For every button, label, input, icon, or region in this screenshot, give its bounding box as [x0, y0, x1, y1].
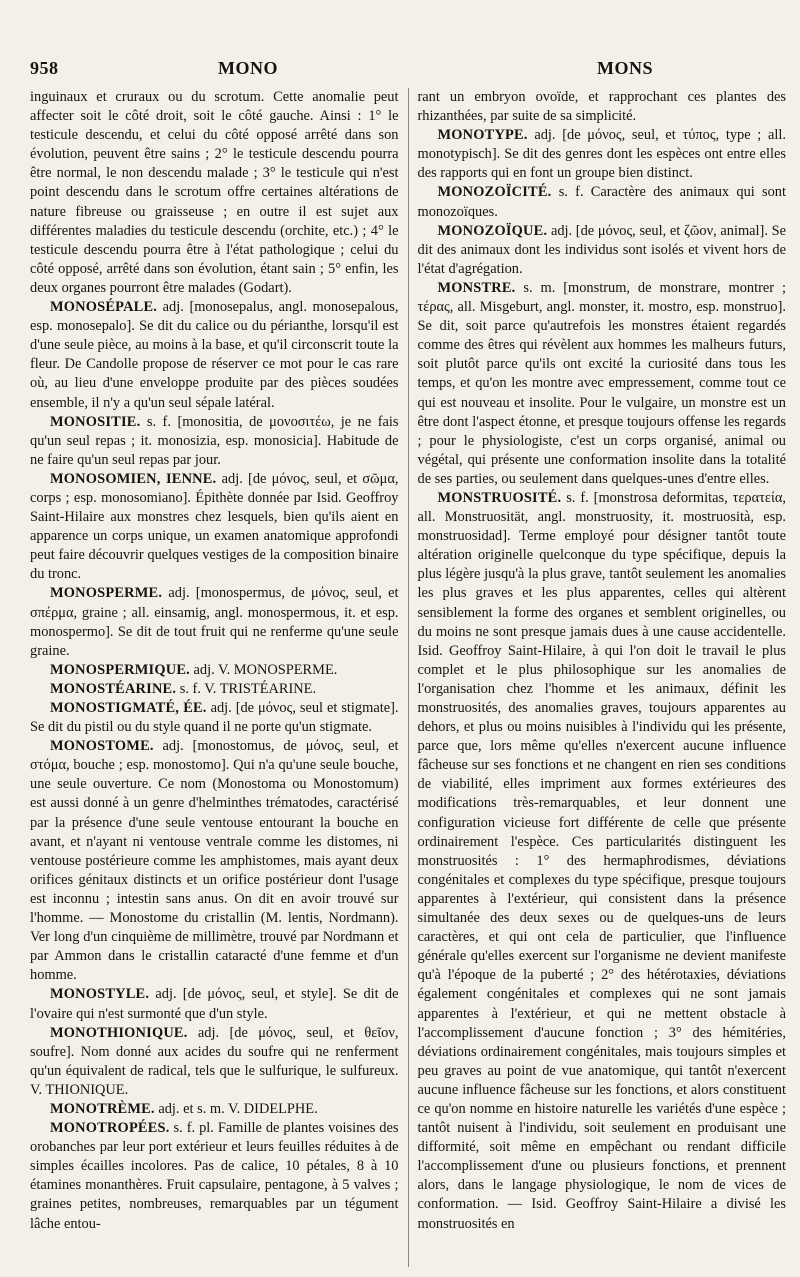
entry-headword: MONOSPERME. [50, 585, 163, 602]
dictionary-entry [30, 1119, 399, 1234]
entry-definition: s. f. Caractère des animaux qui sont monozoïques. [417, 184, 786, 220]
entry-headword: MONOSPERMIQUE. [50, 661, 190, 678]
right-column [408, 88, 787, 1267]
entry-definition: adj. [de μόνος, seul, et ζῶον, animal]. Se dit des animaux dont les individus sont isolés et vivent hors de l'état d'agrégation. [417, 222, 786, 277]
dictionary-entry [30, 584, 399, 660]
entry-headword: MONOSTOME. [50, 738, 154, 755]
dictionary-entry [30, 680, 399, 699]
entry-headword: MONOSOMIEN, IENNE. [50, 470, 217, 487]
entry-headword: MONOTRÈME. [50, 1100, 155, 1117]
entry-headword: MONOZOÏCITÉ. [437, 184, 552, 201]
entry-definition: s. f. pl. Famille de plantes voisines des orobanches par leur port extérieur et leurs feuilles réduites à de simples écailles incolores. Pas de calice, 10 pétales, 8 à 10 étamines monanthères. Fruit capsulaire, pentagone, à 5 valves ; graines petites, nombreuses, remarquables par un tégument lâche entou- [30, 1120, 399, 1232]
dictionary-entry [30, 413, 399, 470]
entry-definition: rant un embryon ovoïde, et rapprochant ces plantes des rhizanthées, par suite de sa simplicité. [417, 89, 786, 125]
entry-headword: MONSTRUOSITÉ. [437, 489, 562, 506]
entry-definition: adj. [monostomus, de μόνος, seul, et στόμα, bouche ; esp. monostomo]. Qui n'a qu'une seule bouche, une seule ouverture. Ce nom (Monostoma ou Monostomum) est aussi donné à un genre d'helminthes trématodes, caractérisé par la présence d'une seule ventouse entourant la bouche en avant, et n'ayant ni ventouse ventrale comme les distomes, ni ventouse postérieure comme les amphistomes, mais ayant deux orifices génitaux distincts et un orifice postérieur dont l'usage est inconnu ; intestin sans anus. On dit en avoir trouvé sur l'homme. — Monostome du cristallin (M. lentis, Nordmann). Ver long d'un cinquième de millimètre, trouvé par Nordmann et par Ammon dans le cristallin cataracté d'une femme et d'un homme. [30, 738, 399, 984]
entry-headword: MONOSÉPALE. [50, 299, 158, 316]
entry-definition: adj. [monospermus, de μόνος, seul, et σπέρμα, graine ; all. einsamig, angl. monospermous, it. et esp. monospermo]. Se dit de tout fruit qui ne renferme qu'une seule graine. [30, 585, 399, 659]
entry-continuation [30, 88, 399, 298]
dictionary-entry [30, 985, 399, 1023]
entry-headword: MONOTHIONIQUE. [50, 1024, 188, 1041]
entry-definition: adj. V. MONOSPERME. [193, 661, 338, 678]
dictionary-entry [30, 737, 399, 985]
entry-definition: s. f. V. TRISTÉARINE. [179, 680, 317, 697]
entry-definition: adj. [de μόνος, seul, et style]. Se dit de l'ovaire qui n'est surmonté que d'un style. [30, 986, 399, 1022]
dictionary-entry [30, 661, 399, 680]
entry-definition: inguinaux et cruraux ou du scrotum. Cette anomalie peut affecter soit le côté droit, soit le côté gauche. Ainsi : 1° le testicule descendu, et celui du côté opposé arrêté dans son évolution, peuvent être sains ; 2° le testicule descendu pourra être normal, le non descendu malade ; 3° le testicule qui n'est point descendu dans le scrotum offre certaines altérations de nature fibreuse ou graisseuse ; en outre il est sujet aux différentes maladies du testicule descendu (orchite, etc.) ; 4° le testicule descendu pourra être à l'état pathologique ; celui du côté opposé, arrêté dans son évolution, étant sain ; 5° enfin, les deux organes pourront être malades (Godart). [30, 89, 399, 296]
entry-headword: MONOTROPÉES. [50, 1120, 170, 1137]
entry-definition: s. f. [monositia, de μονοσιτέω, je ne fais qu'un seul repas ; it. monosizia, esp. monosicia]. Habitude de ne faire qu'un seul repas par jour. [30, 413, 399, 468]
entry-headword: MONOZOÏQUE. [437, 222, 548, 239]
entry-headword: MONOTYPE. [437, 127, 528, 144]
dictionary-entry [30, 1100, 399, 1119]
dictionary-entry [30, 699, 399, 737]
right-running-headword: MONS [597, 58, 653, 78]
dictionary-entry [418, 222, 787, 279]
dictionary-entry [418, 489, 787, 1234]
left-column [30, 88, 408, 1267]
entry-definition: adj. et s. m. V. DIDELPHE. [158, 1100, 318, 1117]
dictionary-entry [418, 126, 787, 183]
entry-definition: adj. [de μόνος, seul et stigmate]. Se dit du pistil ou du style quand il ne porte qu'un stigmate. [30, 700, 399, 736]
left-running-headword: MONO [218, 58, 278, 78]
dictionary-entry [30, 298, 399, 413]
dictionary-entry [418, 183, 787, 221]
entry-definition: adj. [de μόνος, seul, et τύπος, type ; all. monotypisch]. Se dit des genres dont les espèces ont entre elles des rapports qui en font un groupe bien distinct. [417, 127, 786, 182]
text-columns [30, 88, 786, 1267]
running-head [30, 58, 786, 84]
dictionary-entry [418, 279, 787, 489]
entry-definition: s. m. [monstrum, de monstrare, montrer ; τέρας, all. Misgeburt, angl. monster, it. mostro, esp. monstruo]. Se dit, soit parce qu'autrefois les monstres étaient regardés comme des êtres qui révèlent aux hommes les malheurs futurs, soit plutôt parce qu'ils ont excité la curiosité dans tous les temps, et qu'on les montre avec empressement, comme tout ce qui est nouveau et insolite. Pour le vulgaire, un monstre est un être dont l'aspect étonne, et presque toujours offense les regards ; pour le physiologiste, c'est un corps organisé, animal ou végétal, qui présente une conformation insolite dans la totalité de ses parties, ou seulement dans quelques-unes d'entre elles. [417, 279, 786, 487]
entry-headword: MONOSITIE. [50, 413, 141, 430]
dictionary-entry [30, 470, 399, 585]
entry-definition: s. f. [monstrosa deformitas, τερατεία, all. Monstruosität, angl. monstruosity, it. mostruosità, esp. monstruosidad]. Terme employé pour désigner tantôt toute altération originelle quelconque du type spécifique, depuis la plus légère jusqu'à la plus grave, tantôt seulement les anomalies les plus graves et les plus apparentes, celles qui altèrent sensiblement la forme des organes et semblent originelles, ou du moins ne sont presque jamais dues à une cause accidentelle. Isid. Geoffroy Saint-Hilaire, à qui l'on doit le travail le plus complet et le plus philosophique sur les anomalies de l'organisation chez l'homme et les animaux, définit les monstruosités, des anomalies graves, toujours apparentes au dehors, et plus ou moins nuisibles à l'individu qui les présente, parce que, lors même qu'elles n'exercent aucune influence fâcheuse sur ses fonctions et ne changent en rien ses conditions de viabilité, elles impriment aux formes extérieures des modifications très-remarquables, et leur donnent une configuration vicieuse fort différente de celle que présente ordinairement l'espèce. Ces particularités distinguent les monstruosités : 1° des hermaphrodismes, déviations congénitales et complexes du type spécifique, presque toujours apparentes à l'extérieur, qui consistent dans la présence simultanée des deux sexes ou de quelques-uns de leurs caractères, et qui ont cela de particulier, que l'influence générale qu'elles exercent sur l'organisme ne devient manifeste qu'à l'époque de la puberté ; 2° des hétérotaxies, déviations également congénitales et complexes qui ne sont jamais apparentes à l'extérieur, et qui ne mettent obstacle à l'accomplissement d'aucune fonction ; 3° des hémitéries, déviations ordinairement congénitales, mais toujours simples et peu graves au point de vue anatomique, qui tantôt n'exercent aucune influence fâcheuse sur les fonctions, et alors constituent ce qu'on nomme en histoire naturelle les variétés d'une espèce ; tantôt nuisent à l'individu, soit seulement en produisant une difformité, soit même en empêchant ou rendant difficile l'accomplissement d'une ou plusieurs fonctions, et prennent alors, dans le langage physiologique, le nom de vices de conformation. — Isid. Geoffroy Saint-Hilaire a divisé les monstruosités en [417, 489, 786, 1232]
entry-headword: MONOSTIGMATÉ, ÉE. [50, 700, 207, 716]
entry-headword: MONOSTÉARINE. [50, 680, 177, 697]
entry-definition: adj. [de μόνος, seul, et θεῖον, soufre]. Nom donné aux acides du soufre qui ne renferment qu'un équivalent de radical, tels que le sulfurique, le sulfureux. V. THIONIQUE. [30, 1024, 399, 1098]
dictionary-entry [30, 1024, 399, 1100]
entry-headword: MONOSTYLE. [50, 986, 150, 1003]
page-number: 958 [30, 58, 59, 78]
entry-definition: adj. [de μόνος, seul, et σῶμα, corps ; esp. monosomiano]. Épithète donnée par Isid. Geoffroy Saint-Hilaire aux monstres chez lesquels, bien qu'ils aient en apparence un corps unique, un examen anatomique approfondi peut faire découvrir quelques vestiges de la composition binaire du tronc. [30, 470, 399, 583]
entry-continuation [418, 88, 787, 126]
entry-definition: adj. [monosepalus, angl. monosepalous, esp. monosepalo]. Se dit du calice ou du périanthe, lorsqu'il est d'une seule pièce, au moins à la base, et qu'il circonscrit toute la fleur. De Candolle propose de réserver ce mot pour le cas rare où, au lieu d'une enveloppe produite par des pièces soudées ensemble, il n'y a qu'un seul sépale latéral. [30, 299, 399, 411]
entry-headword: MONSTRE. [437, 279, 516, 296]
